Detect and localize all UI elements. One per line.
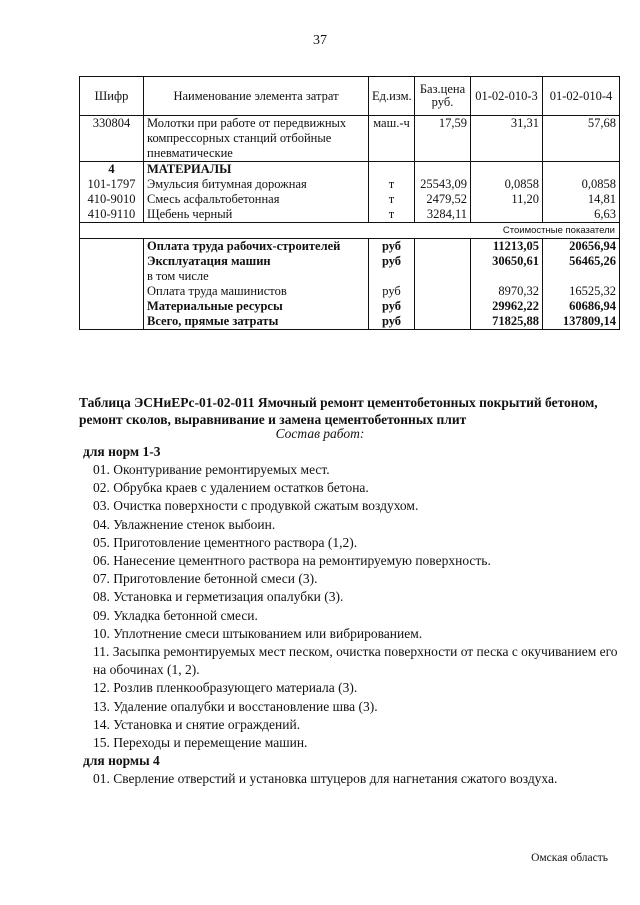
summary-unit: руб [369, 299, 415, 314]
cell-norm-4: 14,81 [543, 192, 620, 207]
cell-norm-3: 11,20 [471, 192, 543, 207]
section-title: Таблица ЭСНиЕРс-01-02-011 Ямочный ремонт цементобетонных покрытий бетоном, ремонт сколов, выравнивание и замена цементобетонных плит [79, 395, 598, 427]
group-title: для норм 1-3 [83, 444, 161, 459]
list-item: 08. Установка и герметизация опалубки (3). [93, 589, 344, 605]
group-title: для нормы 4 [83, 753, 160, 769]
cell-code: 330804 [80, 116, 144, 162]
summary-name: Материальные ресурсы [144, 299, 369, 314]
cost-indicators-row [80, 223, 620, 239]
summary-unit: руб [369, 239, 415, 255]
table-row [80, 116, 620, 162]
list-item: 13. Удаление опалубки и восстановление шва (3). [93, 698, 378, 714]
summary-name: Всего, прямые затраты [144, 314, 369, 330]
cell-price: 2479,52 [415, 192, 471, 207]
summary-norm-4: 137809,14 [543, 314, 620, 330]
summary-row [80, 239, 620, 255]
list-item: 14. Установка и снятие ограждений. [93, 716, 301, 732]
summary-norm-3: 8970,32 [471, 284, 543, 299]
table-header-row [80, 77, 620, 116]
header-norm-3: 01-02-010-3 [471, 77, 543, 116]
header-code: Шифр [80, 77, 144, 116]
summary-name: Оплата труда рабочих-строителей [144, 239, 369, 255]
resource-cost-table [79, 76, 620, 330]
cell-name: МАТЕРИАЛЫ [144, 162, 369, 178]
summary-norm-4: 20656,94 [543, 239, 620, 255]
cell-name: Смесь асфальтобетонная [144, 192, 369, 207]
page-number: 37 [313, 33, 327, 48]
cell-name: Эмульсия битумная дорожная [144, 177, 369, 192]
summary-norm-4: 60686,94 [543, 299, 620, 314]
summary-norm-3: 29962,22 [471, 299, 543, 314]
list-item: 10. Уплотнение смеси штыкованием или вибрированием. [93, 625, 423, 641]
summary-name: Эксплуатация машин [144, 254, 369, 269]
cell-price: 17,59 [415, 116, 471, 162]
cell-unit: т [369, 177, 415, 192]
list-item: 02. Обрубка краев с удалением остатков бетона. [93, 480, 369, 496]
cell-price: 25543,09 [415, 177, 471, 192]
list-item: 01. Оконтуривание ремонтируемых мест. [93, 462, 330, 477]
summary-row [80, 314, 620, 330]
summary-unit: руб [369, 314, 415, 330]
cell-name: Молотки при работе от передвижных компрессорных станций отбойные пневматические [144, 116, 369, 162]
header-norm-4: 01-02-010-4 [543, 77, 620, 116]
work-composition-list [79, 443, 619, 788]
summary-norm-3: 30650,61 [471, 254, 543, 269]
cell-name: Щебень черный [144, 207, 369, 223]
list-item: 05. Приготовление цементного раствора (1,2). [93, 534, 358, 550]
cell-unit: т [369, 192, 415, 207]
list-item: 15. Переходы и перемещение машин. [93, 735, 308, 751]
section-row-materials [80, 162, 620, 178]
cell-code: 101-1797 [80, 177, 144, 192]
list-item: 09. Укладка бетонной смеси. [93, 607, 258, 623]
cell-unit: маш.-ч [369, 116, 415, 162]
cell-norm-4: 0,0858 [543, 177, 620, 192]
summary-unit: руб [369, 254, 415, 269]
cell-norm-4: 57,68 [543, 116, 620, 162]
list-item: 06. Нанесение цементного раствора на ремонтируемую поверхность. [93, 553, 491, 569]
table-row [80, 177, 620, 192]
summary-unit: руб [369, 284, 415, 299]
cell-code: 410-9110 [80, 207, 144, 223]
summary-name: Оплата труда машинистов [144, 284, 369, 299]
cell-code: 4 [80, 162, 144, 178]
cell-code: 410-9010 [80, 192, 144, 207]
cell-norm-3 [471, 207, 543, 223]
summary-name: в том числе [144, 269, 369, 284]
list-item: 07. Приготовление бетонной смеси (3). [93, 571, 318, 587]
summary-row [80, 254, 620, 269]
work-composition-caption: Состав работ: [275, 426, 365, 441]
cell-norm-3: 31,31 [471, 116, 543, 162]
summary-norm-4: 56465,26 [543, 254, 620, 269]
region-footer: Омская область [531, 852, 608, 864]
list-item: 01. Сверление отверстий и установка штуцеров для нагнетания сжатого воздуха. [93, 771, 558, 787]
summary-row [80, 269, 620, 284]
header-base-price: Баз.цена руб. [415, 77, 471, 116]
cell-price: 3284,11 [415, 207, 471, 223]
list-item: 04. Увлажнение стенок выбоин. [93, 516, 276, 532]
list-item: 03. Очистка поверхности с продувкой сжатым воздухом. [93, 498, 419, 514]
list-item: 11. Засыпка ремонтируемых мест песком, очистка поверхности от песка с окучиванием его на обочинах (1, 2). [93, 644, 618, 678]
summary-norm-3: 11213,05 [471, 239, 543, 255]
cell-unit: т [369, 207, 415, 223]
cost-indicators-label: Стоимостные показатели [80, 223, 620, 239]
list-item: 12. Розлив пленкообразующего материала (3). [93, 680, 358, 696]
summary-row [80, 299, 620, 314]
header-name: Наименование элемента затрат [144, 77, 369, 116]
summary-row [80, 284, 620, 299]
header-unit: Ед.изм. [369, 77, 415, 116]
table-row [80, 192, 620, 207]
table-row [80, 207, 620, 223]
cell-norm-3: 0,0858 [471, 177, 543, 192]
summary-norm-4: 16525,32 [543, 284, 620, 299]
summary-norm-3: 71825,88 [471, 314, 543, 330]
cell-norm-4: 6,63 [543, 207, 620, 223]
